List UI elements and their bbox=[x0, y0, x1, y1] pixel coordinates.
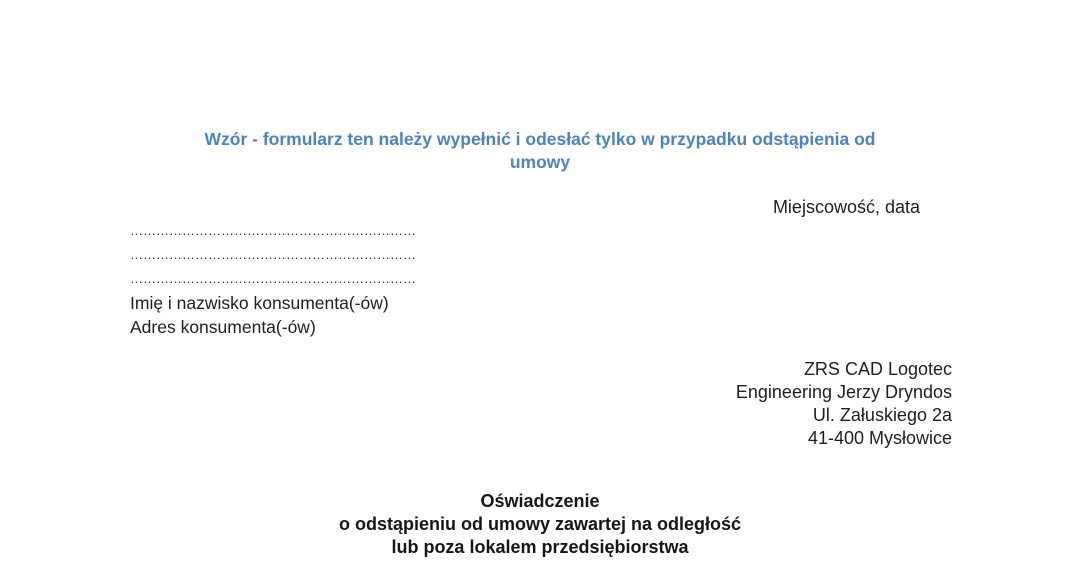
consumer-name-label: Imię i nazwisko konsumenta(-ów) bbox=[130, 293, 389, 313]
consumer-address-label: Adres konsumenta(-ów) bbox=[130, 317, 316, 337]
consumer-fill-in-block bbox=[130, 219, 428, 339]
notice-title-line-1: Wzór - formularz ten należy wypełnić i odesłać tylko w przypadku odstąpienia od bbox=[204, 129, 876, 149]
fill-in-dotted-line: ………………………………………………………… bbox=[130, 271, 416, 286]
notice-title-line-2: umowy bbox=[509, 152, 571, 172]
fill-in-dotted-line: ………………………………………………………… bbox=[130, 247, 416, 262]
fill-in-dotted-line: ………………………………………………………… bbox=[130, 223, 416, 238]
company-city-line: 41-400 Mysłowice bbox=[807, 428, 952, 448]
company-owner-line: Engineering Jerzy Dryndos bbox=[735, 382, 952, 402]
statement-heading-line-3: lub poza lokalem przedsiębiorstwa bbox=[391, 537, 689, 557]
statement-heading bbox=[0, 490, 1080, 559]
statement-heading-line-1: Oświadczenie bbox=[480, 491, 600, 511]
place-date-label: Miejscowość, data bbox=[772, 197, 920, 217]
company-address-block bbox=[0, 358, 952, 450]
company-street-line: Ul. Załuskiego 2a bbox=[812, 405, 952, 425]
company-name-line: ZRS CAD Logotec bbox=[803, 359, 952, 379]
notice-title bbox=[0, 128, 1080, 174]
statement-heading-line-2: o odstąpieniu od umowy zawartej na odległość bbox=[338, 514, 742, 534]
